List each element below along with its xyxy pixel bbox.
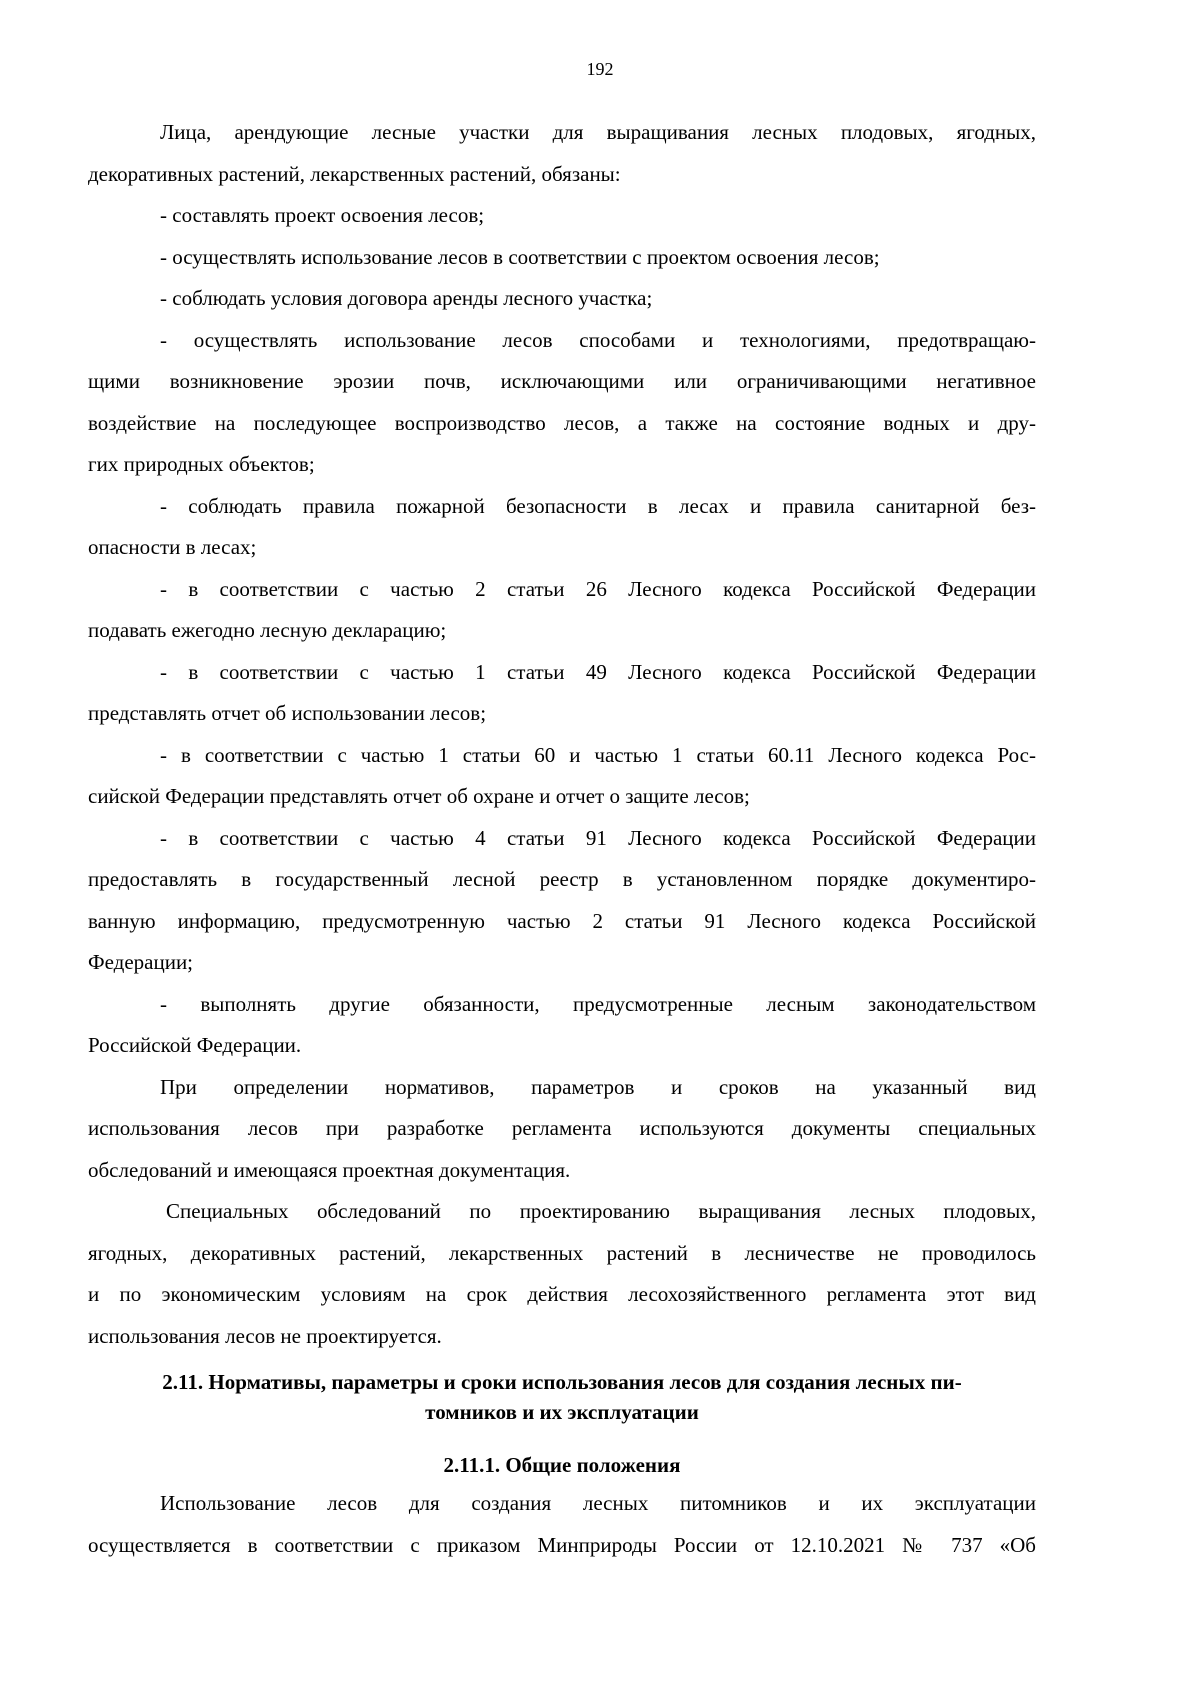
text-line: ягодных, декоративных растений, лекарственных растений в лесничестве не проводилось — [88, 1240, 1036, 1265]
text-line: воздействие на последующее воспроизводство лесов, а также на состояние водных и дру- — [88, 410, 1036, 435]
text-line: подавать ежегодно лесную декларацию; — [88, 618, 447, 642]
text-line: - составлять проект освоения лесов; — [160, 203, 485, 227]
text-line: - осуществлять использование лесов в соответствии с проектом освоения лесов; — [160, 244, 880, 269]
section-heading-line: томников и их эксплуатации — [425, 1400, 699, 1424]
text-line: - в соответствии с частью 1 статьи 60 и частью 1 статьи 60.11 Лесного кодекса Рос- — [160, 742, 1036, 767]
list-item-fire-safety — [88, 486, 1036, 569]
paragraph-special-surveys — [88, 1191, 1036, 1357]
subsection-heading: 2.11.1. Общие положения — [443, 1453, 681, 1477]
text-line: Лица, арендующие лесные участки для выращивания лесных плодовых, ягодных, — [160, 120, 1036, 144]
text-line: обследований и имеющаяся проектная документация. — [88, 1157, 571, 1182]
list-item-use-report — [88, 652, 1036, 735]
text-line: осуществляется в соответствии с приказом Минприроды России от 12.10.2021 № 737 «Об — [88, 1532, 1036, 1557]
text-line: опасности в лесах; — [88, 535, 257, 559]
text-line: использования лесов при разработке регламента используются документы специальных — [88, 1116, 1036, 1140]
text-line: Специальных обследований по проектированию выращивания лесных плодовых, — [166, 1199, 1036, 1223]
paragraph-forest-nurseries — [88, 1483, 1036, 1566]
paragraph-regulation-documents — [88, 1067, 1036, 1192]
text-line: ванную информацию, предусмотренную частью 2 статьи 91 Лесного кодекса Российской — [88, 908, 1036, 933]
text-line: Федерации; — [88, 950, 194, 974]
text-line: сийской Федерации представлять отчет об охране и отчет о защите лесов; — [88, 784, 750, 808]
document-body — [88, 112, 1036, 1566]
text-line: - в соответствии с частью 1 статьи 49 Лесного кодекса Российской Федерации — [160, 659, 1036, 684]
list-item-forest-use-per-project — [88, 237, 1036, 279]
list-item-protection-report — [88, 735, 1036, 818]
list-item-erosion-prevention — [88, 320, 1036, 486]
section-heading — [88, 1367, 1036, 1427]
list-item-state-forest-register — [88, 818, 1036, 984]
list-item-forest-development-project — [88, 195, 1036, 237]
text-line: использования лесов не проектируется. — [88, 1323, 442, 1348]
text-line: декоративных растений, лекарственных растений, обязаны: — [88, 161, 621, 186]
section-heading-line: 2.11. Нормативы, параметры и сроки использования лесов для создания лесных пи- — [162, 1370, 962, 1394]
text-line: представлять отчет об использовании лесов; — [88, 701, 487, 725]
list-item-other-obligations — [88, 984, 1036, 1067]
text-line: - в соответствии с частью 4 статьи 91 Лесного кодекса Российской Федерации — [160, 825, 1036, 850]
text-line: При определении нормативов, параметров и сроков на указанный вид — [160, 1074, 1036, 1099]
text-line: - в соответствии с частью 2 статьи 26 Лесного кодекса Российской Федерации — [160, 576, 1036, 601]
list-item-lease-conditions — [88, 278, 1036, 320]
text-line: - осуществлять использование лесов способами и технологиями, предотвращаю- — [160, 327, 1036, 352]
text-line: Использование лесов для создания лесных питомников и их эксплуатации — [160, 1491, 1036, 1515]
page-number: 192 — [586, 59, 614, 79]
text-line: - соблюдать правила пожарной безопасности в лесах и правила санитарной без- — [160, 493, 1036, 518]
text-line: Российской Федерации. — [88, 1033, 302, 1057]
text-line: и по экономическим условиям на срок действия лесохозяйственного регламента этот вид — [88, 1282, 1036, 1306]
text-line: - соблюдать условия договора аренды лесного участка; — [160, 286, 653, 310]
list-item-forest-declaration — [88, 569, 1036, 652]
paragraph-lessee-obligations-intro — [88, 112, 1036, 195]
text-line: щими возникновение эрозии почв, исключающими или ограничивающими негативное — [88, 369, 1036, 393]
text-line: - выполнять другие обязанности, предусмотренные лесным законодательством — [160, 991, 1036, 1016]
text-line: гих природных объектов; — [88, 452, 315, 476]
text-line: предоставлять в государственный лесной реестр в установленном порядке документиро- — [88, 867, 1036, 891]
